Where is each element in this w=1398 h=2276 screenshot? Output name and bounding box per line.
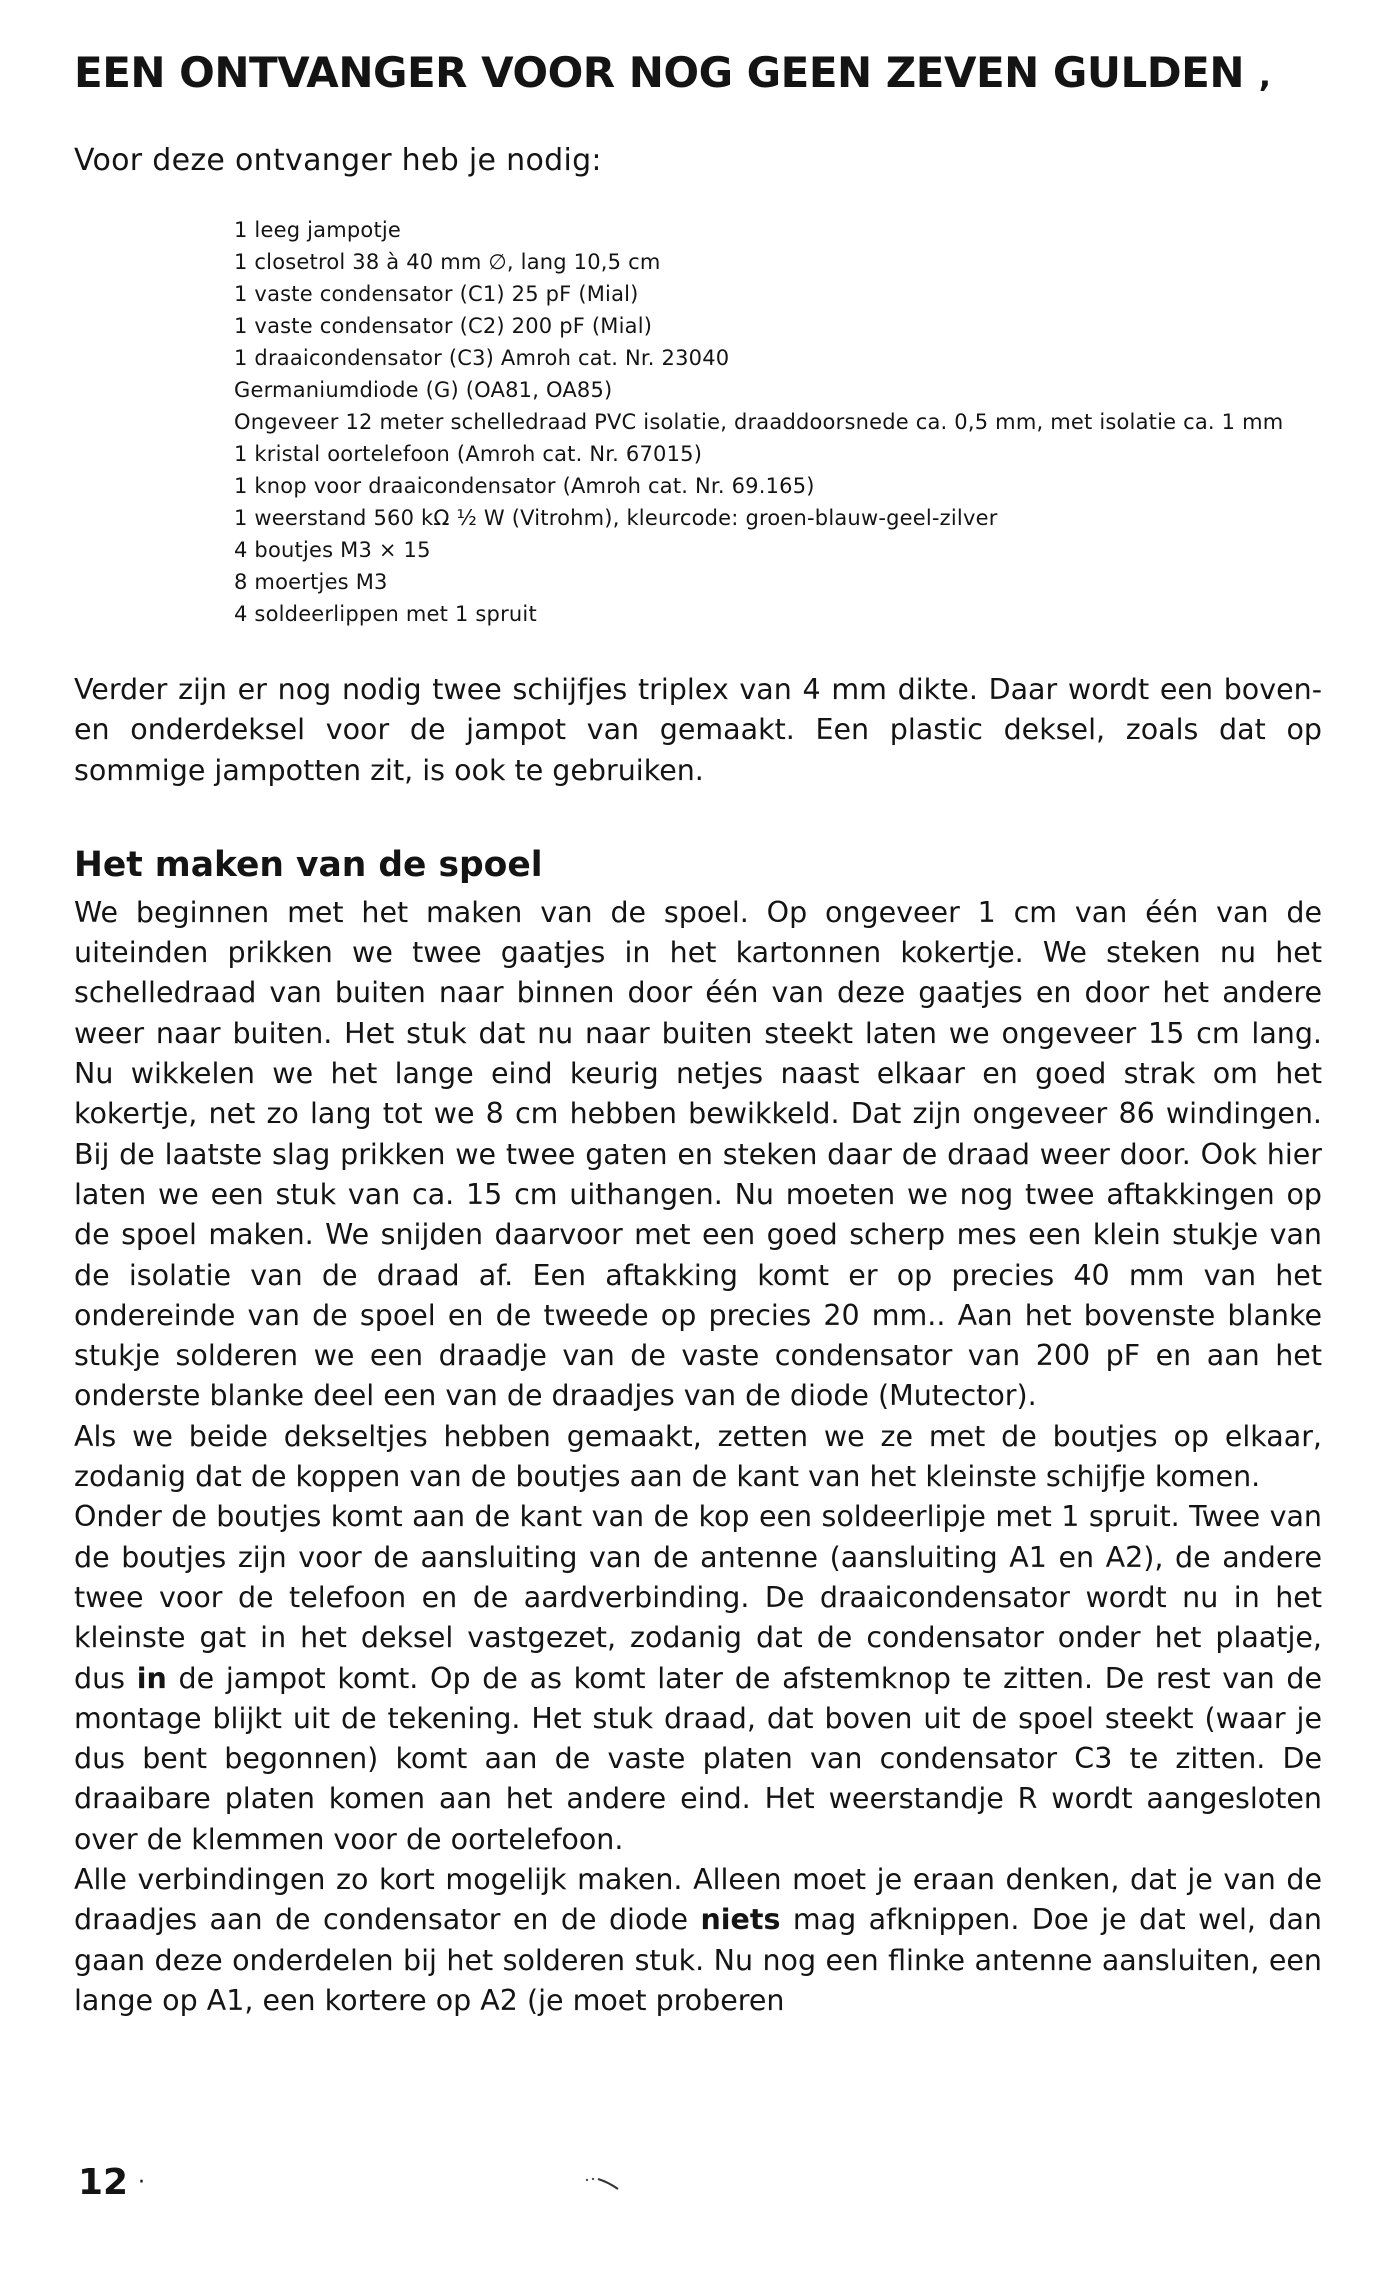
parts-list-item: 1 weerstand 560 kΩ ½ W (Vitrohm), kleurcode: groen-blauw-geel-zilver (234, 506, 998, 530)
title-mark: ‚ (1257, 56, 1271, 96)
parts-list-item: 1 leeg jampotje (234, 218, 402, 242)
paragraph: Verder zijn er nog nodig twee schijfjes triplex van 4 mm dikte. Daar wordt een boven- en onderdeksel voor de jampot van gemaakt. Een plastic deksel, zoals dat op sommige jampotten zit, is ook te gebruiken. (74, 673, 1322, 787)
paragraph-text: Onder de boutjes komt aan de kant van de kop een soldeerlipje met 1 spruit. Twee van de boutjes zijn voor de aansluiting van de antenne (aansluiting A1 en A2), de andere twee voor de telefoon en de aardverbinding. De draaicondensator wordt nu in het kleinste gat in het deksel vastgezet, zodanig dat de condensator onder het plaatje, dus (74, 1500, 1322, 1695)
parts-list-item: 1 vaste condensator (C1) 25 pF (Mial) (234, 282, 639, 306)
parts-list (234, 214, 1322, 630)
page-number-mark: · (138, 2170, 145, 2195)
title-text: EEN ONTVANGER VOOR NOG GEEN ZEVEN GULDEN (74, 48, 1244, 97)
paragraph-text: mag afknippen. Doe je dat wel, dan gaan deze onderdelen bij het solderen stuk. Nu nog een flinke antenne aansluiten, een lange op A1, een kortere op A2 (je moet proberen (74, 1903, 1322, 2017)
paragraph-text: Alle verbindingen zo kort mogelijk maken. Alleen moet je eraan denken, dat je van de draadjes aan de condensator en de diode (74, 1863, 1322, 1937)
paragraph (74, 1860, 1322, 2021)
paragraph: We beginnen met het maken van de spoel. Op ongeveer 1 cm van één van de uiteinden prikken we twee gaatjes in het kartonnen kokertje. We steken nu het schelledraad van buiten naar binnen door één van deze gaatjes en door het andere weer naar buiten. Het stuk dat nu naar buiten steekt laten we ongeveer 15 cm lang. Nu wikkelen we het lange eind keurig netjes naast elkaar en goed strak om het kokertje, net zo lang tot we 8 cm hebben bewikkeld. Dat zijn ongeveer 86 windingen. Bij de laatste slag prikken we twee gaten en steken daar de draad weer door. Ook hier laten we een stuk van ca. 15 cm uithangen. Nu moeten we nog twee aftakkingen op de spoel maken. We snijden daarvoor met een goed scherp mes een klein stukje van de isolatie van de draad af. Een aftakking komt er op precies 40 mm van het ondereinde van de spoel en de tweede op precies 20 mm.. Aan het bovenste blanke stukje solderen we een draadje van de vaste condensator van 200 pF en aan het onderste blanke deel een van de draadjes van de diode (Mutector). (74, 895, 1322, 1413)
parts-list-item: 4 soldeerlippen met 1 spruit (234, 602, 537, 626)
emphasis-text: in (136, 1661, 167, 1695)
parts-list-item: 1 closetrol 38 à 40 mm ∅, lang 10,5 cm (234, 250, 661, 274)
section-heading: Het maken van de spoel (74, 844, 543, 885)
parts-list-item: 8 moertjes M3 (234, 570, 388, 594)
parts-list-item: 1 draaicondensator (C3) Amroh cat. Nr. 23040 (234, 346, 730, 370)
page-number: 12 (78, 2162, 129, 2203)
parts-list-item: 1 kristal oortelefoon (Amroh cat. Nr. 67015) (234, 442, 703, 466)
parts-list-item: 1 knop voor draaicondensator (Amroh cat. Nr. 69.165) (234, 474, 815, 498)
intro-text: Voor deze ontvanger heb je nodig: (74, 143, 602, 178)
parts-list-item: 1 vaste condensator (C2) 200 pF (Mial) (234, 314, 653, 338)
parts-list-item: Ongeveer 12 meter schelledraad PVC isolatie, draaddoorsnede ca. 0,5 mm, met isolatie ca. 1 mm (234, 410, 1284, 434)
section-body (74, 893, 1322, 2021)
page-title (74, 48, 1322, 97)
emphasis-text: niets (700, 1903, 781, 1937)
ink-mark-icon (584, 2176, 624, 2192)
paragraph-text: de jampot komt. Op de as komt later de afstemknop te zitten. De rest van de montage blijkt uit de tekening. Het stuk draad, dat boven uit de spoel steekt (waar je dus bent begonnen) komt aan de vaste platen van condensator C3 te zitten. De draaibare platen komen aan het andere eind. Het weerstandje R wordt aangesloten over de klemmen voor de oortelefoon. (74, 1661, 1322, 1856)
parts-list-item: 4 boutjes M3 × 15 (234, 538, 431, 562)
parts-list-item: Germaniumdiode (G) (OA81, OA85) (234, 378, 613, 402)
paragraph: Als we beide dekseltjes hebben gemaakt, zetten we ze met de boutjes op elkaar, zodanig dat de koppen van de boutjes aan de kant van het kleinste schijfje komen. (74, 1419, 1322, 1494)
paragraph (74, 1497, 1322, 1860)
